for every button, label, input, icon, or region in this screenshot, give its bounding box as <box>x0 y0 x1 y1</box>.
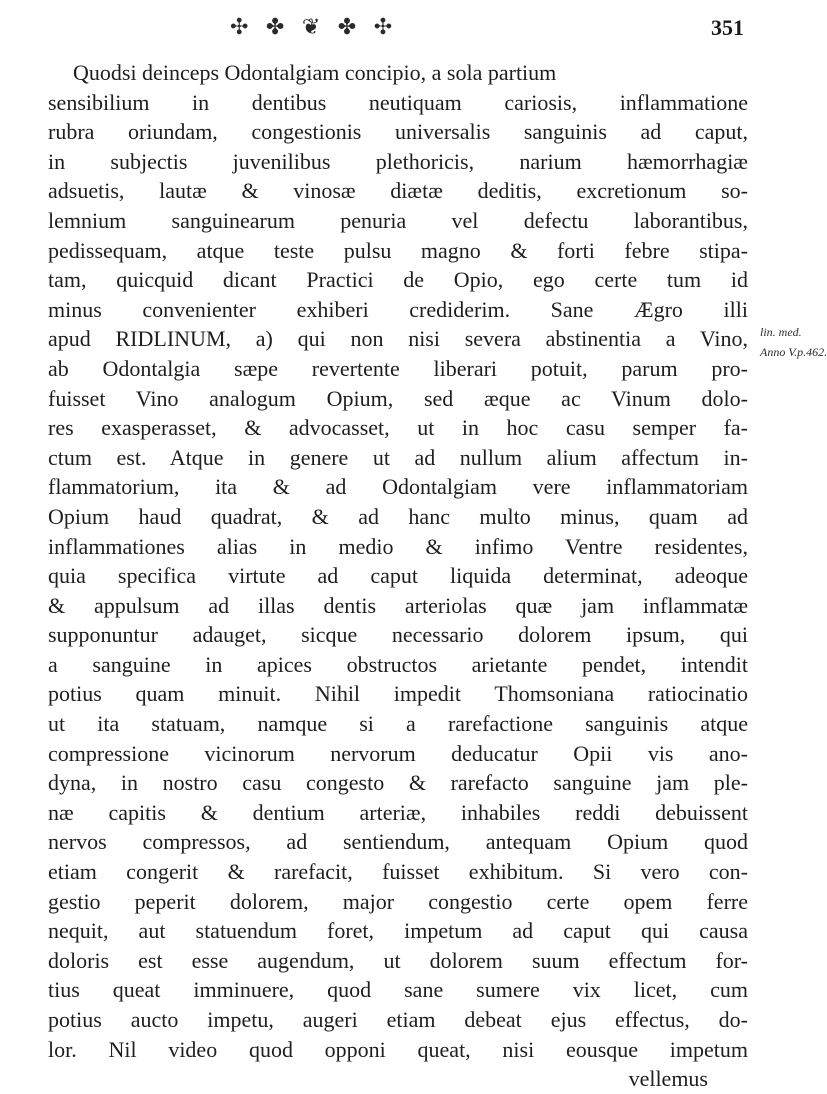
text-line: nequit, aut statuendum foret, impetum ad caput qui causa <box>48 918 748 944</box>
text-line: flammatorium, ita & ad Odontalgiam vere inflammatoriam <box>48 474 748 500</box>
text-line: quia specifica virtute ad caput liquida determinat, adeoque <box>48 563 748 589</box>
header-ornament: ✣ ✤ ❦ ✤ ✣ <box>230 14 399 39</box>
text-line: gestio peperit dolorem, major congestio certe opem ferre <box>48 888 748 914</box>
text-line: Opium haud quadrat, & ad hanc multo minus, quam ad <box>48 503 748 529</box>
text-line: inflammationes alias in medio & infimo Ventre residentes, <box>48 533 748 559</box>
body-text <box>48 58 748 1094</box>
text-line: ut ita statuam, namque si a rarefactione sanguinis atque <box>48 711 748 737</box>
text-line: & appulsum ad illas dentis arteriolas quæ jam inflammatæ <box>48 592 748 618</box>
text-line: tius queat imminuere, quod sane sumere vix licet, cum <box>48 977 748 1003</box>
text-line: rubra oriundam, congestionis universalis sanguinis ad caput, <box>48 119 748 145</box>
catchword: vellemus <box>628 1066 708 1092</box>
text-line: næ capitis & dentium arteriæ, inhabiles reddi debuissent <box>48 799 748 825</box>
text-line: apud RIDLINUM, a) qui non nisi severa abstinentia a Vino, <box>48 326 748 352</box>
text-line: potius quam minuit. Nihil impedit Thomsoniana ratiocinatio <box>48 681 748 707</box>
text-line: potius aucto impetu, augeri etiam debeat ejus effectus, do- <box>48 1007 748 1032</box>
text-line: res exasperasset, & advocasset, ut in hoc casu semper fa- <box>48 415 748 441</box>
page-number: 351 <box>711 15 744 40</box>
text-line: ab Odontalgia sæpe revertente liberari potuit, parum pro- <box>48 355 748 381</box>
text-line: lemnium sanguinearum penuria vel defectu laborantibus, <box>48 207 748 233</box>
text-line: ctum est. Atque in genere ut ad nullum alium affectum in- <box>48 444 748 470</box>
text-line: dyna, in nostro casu congesto & rarefacto sanguine jam ple- <box>48 770 748 796</box>
text-line: compressione vicinorum nervorum deducatur Opii vis ano- <box>48 740 748 766</box>
text-line: a sanguine in apices obstructos arietante pendet, intendit <box>48 651 748 677</box>
text-line: in subjectis juvenilibus plethoricis, narium hæmorrhagiæ <box>48 148 748 174</box>
margin-note-year: Anno V.p.462. <box>760 345 827 359</box>
text-line: doloris est esse augendum, ut dolorem suum effectum for- <box>48 947 748 973</box>
text-line: tam, quicquid dicant Practici de Opio, ego certe tum id <box>48 267 748 293</box>
text-line: pedissequam, atque teste pulsu magno & forti febre stipa- <box>48 237 748 263</box>
text-line: fuisset Vino analogum Opium, sed æque ac Vinum dolo- <box>48 385 748 411</box>
text-line: lor. Nil video quod opponi queat, nisi eousque impetum <box>48 1036 748 1062</box>
text-line: sensibilium in dentibus neutiquam cariosis, inflammatione <box>48 89 748 115</box>
text-line: nervos compressos, ad sentiendum, antequam Opium quod <box>48 829 748 855</box>
text-line: etiam congerit & rarefacit, fuisset exhibitum. Si vero con- <box>48 859 748 885</box>
text-line: Quodsi deinceps Odontalgiam concipio, a sola partium <box>73 60 557 85</box>
margin-note-reference: lin. med. <box>760 325 802 339</box>
text-line: adsuetis, lautæ & vinosæ diætæ deditis, excretionum so- <box>48 178 748 204</box>
text-line: supponuntur adauget, sicque necessario dolorem ipsum, qui <box>48 622 748 648</box>
text-line: minus convenienter exhiberi crediderim. Sane Ægro illi <box>48 296 748 322</box>
